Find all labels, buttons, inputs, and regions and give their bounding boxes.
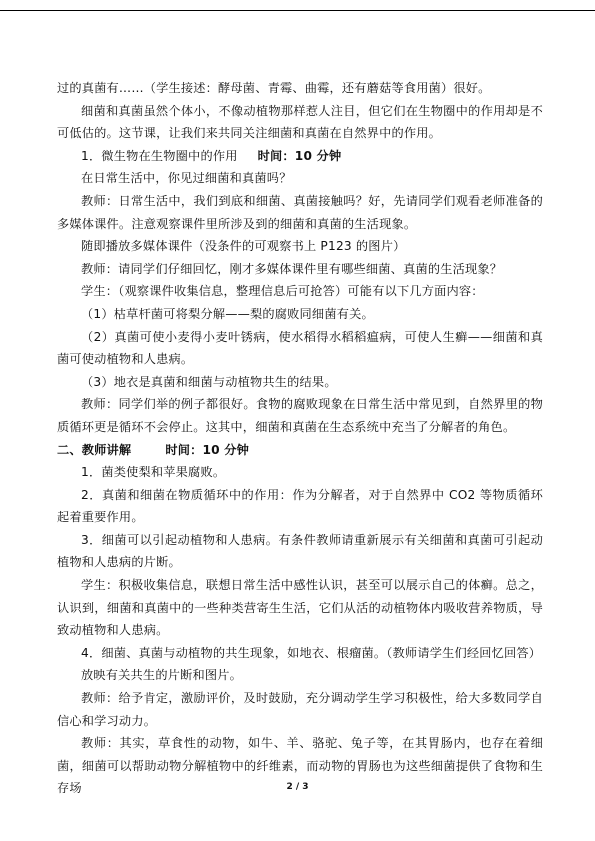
list-item: 2．真菌和细菌在物质循环中的作用：作为分解者，对于自然界中 CO2 等物质循环起着重要作用。 xyxy=(57,487,543,525)
paragraph: 随即播放多媒体课件（没条件的可观察书上 P123 的图片） xyxy=(81,239,406,254)
time-label: 时间：10 分钟 xyxy=(165,442,250,457)
paragraph: 教师：同学们举的例子都很好。食物的腐败现象在日常生活中常见到，自然界里的物质循环更是循环不会停止。这其中，细菌和真菌在生态系统中充当了分解者的角色。 xyxy=(57,397,543,434)
paragraph: 教师：给予肯定，激励评价，及时鼓励，充分调动学生学习积极性，给大多数同学自信心和学习动力。 xyxy=(57,691,543,728)
paragraph: 学生：（观察课件收集信息，整理信息后可抢答）可能有以下几方面内容： xyxy=(81,284,484,299)
heading-text: 二、教师讲解 xyxy=(57,442,132,457)
section-heading-1 xyxy=(57,145,543,168)
list-item: 4．细菌、真菌与动植物的共生现象，如地衣、根瘤菌。（教师请学生们经回忆回答） xyxy=(81,645,542,660)
paragraph: 教师：请同学们仔细回忆，刚才多媒体课件里有哪些细菌、真菌的生活现象？ xyxy=(81,261,503,276)
paragraph: 在日常生活中，你见过细菌和真菌吗？ xyxy=(81,171,292,186)
paragraph: 教师：日常生活中，我们到底和细菌、真菌接触吗？好，先请同学们观看老师准备的多媒体课件。注意观察课件里所涉及到的细菌和真菌的生活现象。 xyxy=(57,193,543,231)
paragraph: 过的真菌有……（学生接述：酵母菌、青霉、曲霉，还有蘑菇等食用菌）很好。 xyxy=(57,81,491,95)
heading-text: 1．微生物在生物圈中的作用 xyxy=(81,148,238,163)
paragraph: 学生：积极收集信息，联想日常生活中感性认识，甚至可以展示自己的体癣。总之，认识到，细菌和真菌中的一些种类营寄生生活，它们从活的动植物体内吸收营养物质，导致动植物和人患病。 xyxy=(57,578,543,638)
paragraph: 教师：其实，草食性的动物，如牛、羊、骆驼、兔子等，在其胃肠内，也存在着细菌，细菌可以帮助动物分解植物中的纤维素，而动物的胃肠也为这些细菌提供了食物和生存场 xyxy=(57,736,543,796)
time-label: 时间：10 分钟 xyxy=(257,148,342,163)
paragraph: 放映有关共生的片断和图片。 xyxy=(81,668,243,683)
list-item: 1．菌类使梨和苹果腐败。 xyxy=(81,465,226,480)
list-item: 3．细菌可以引起动植物和人患病。有条件教师请重新展示有关细菌和真菌可引起动植物和人患病的片断。 xyxy=(57,532,543,570)
paragraph: 细菌和真菌虽然个体小，不像动植物那样惹人注目，但它们在生物圈中的作用却是不可低估的。这节课，让我们来共同关注细菌和真菌在自然界中的作用。 xyxy=(57,103,543,141)
header-rule xyxy=(0,10,595,11)
page-number: 2 / 3 xyxy=(286,782,309,792)
document-body xyxy=(57,77,543,800)
list-item: （1）枯草杆菌可将梨分解——梨的腐败同细菌有关。 xyxy=(81,306,374,321)
list-item: （2）真菌可使小麦得小麦叶锈病，使水稻得水稻稻瘟病，可使人生癣——细菌和真菌可使动植物和人患病。 xyxy=(57,329,543,367)
list-item: （3）地衣是真菌和细菌与动植物共生的结果。 xyxy=(81,374,337,389)
section-heading-2 xyxy=(57,439,543,462)
